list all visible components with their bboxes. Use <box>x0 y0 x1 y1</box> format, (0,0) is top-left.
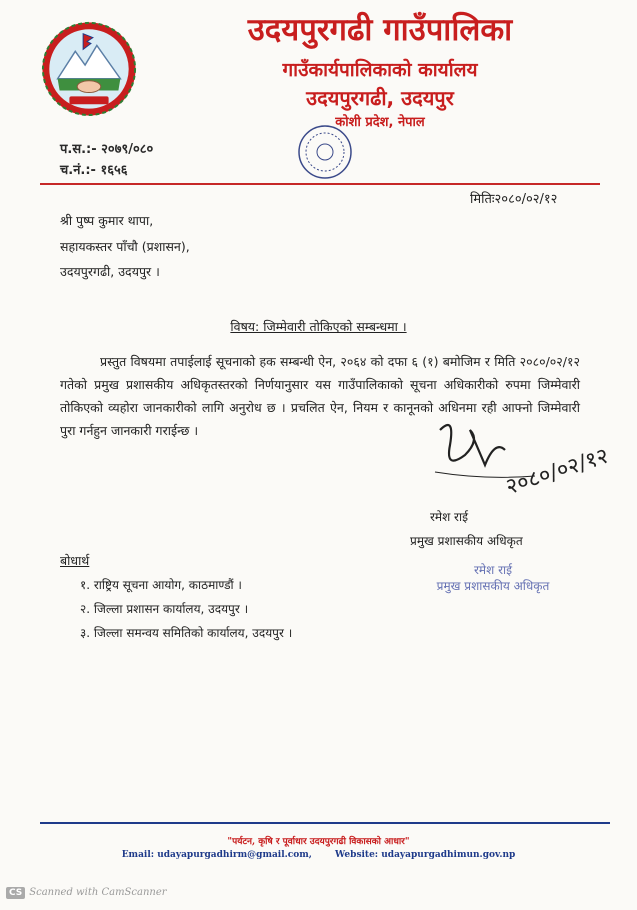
stamp-title: प्रमुख प्रशासकीय अधिकृत <box>436 579 550 593</box>
scanner-watermark <box>6 887 167 899</box>
office-stamp-icon <box>295 122 355 192</box>
nepal-emblem-icon <box>40 18 138 116</box>
signature-date: २०८०/०२/१२ <box>502 443 612 500</box>
footer-contact <box>0 850 637 860</box>
municipality-title: उदयपुरगढी गाउँपालिका <box>247 12 513 48</box>
recipient-position: सहायकस्तर पाँचौ (प्रशासन), <box>60 239 190 254</box>
footer-divider <box>40 822 610 824</box>
dispatch-number: च.नं.:- १६५६ <box>60 163 128 178</box>
cc-item: ३. जिल्ला समन्वय समितिको कार्यालय, उदयपुर । <box>80 626 293 640</box>
letter-date: मितिः२०८०/०२/१२ <box>470 192 558 207</box>
recipient-name: श्री पुष्प कुमार थापा, <box>60 213 154 228</box>
letter-subject: विषय: जिम्मेवारी तोकिएको सम्बन्धमा । <box>230 319 407 334</box>
province-title: कोशी प्रदेश, नेपाल <box>335 115 425 130</box>
office-title: गाउँकार्यपालिकाको कार्यालय <box>282 59 478 81</box>
footer-email: Email: udayapurgadhirm@gmail.com, <box>121 850 312 860</box>
cc-item: १. राष्ट्रिय सूचना आयोग, काठमाण्डौं । <box>80 578 242 592</box>
camscanner-logo-icon: CS <box>6 887 25 899</box>
watermark-text: Scanned with CamScanner <box>29 887 167 898</box>
signer-title: प्रमुख प्रशासकीय अधिकृत <box>410 534 523 548</box>
header-divider <box>40 183 600 185</box>
signer-name: रमेश राई <box>430 510 468 524</box>
recipient-address: उदयपुरगढी, उदयपुर । <box>60 264 160 279</box>
cc-heading: बोधार्थ <box>60 553 90 568</box>
footer-website: Website: udayapurgadhimun.gov.np <box>335 850 516 860</box>
handwritten-signature <box>425 410 615 500</box>
cc-item: २. जिल्ला प्रशासन कार्यालय, उदयपुर । <box>80 602 249 616</box>
letter-body: प्रस्तुत विषयमा तपाईलाई सूचनाको हक सम्बन्धी ऐन, २०६४ को दफा ६ (१) बमोजिम र मिति २०८०/०२/१२ गतेको प्रमुख प्रशासकीय अधिकृतस्तरको निर्णयानुसार यस गाउँपालिकाको सूचना अधिकारीको रुपमा जिम्मेवारी तोकिएको व्यहोरा जानकारीको लागि अनुरोध छ । प्रचलित ऐन, नियम र कानूनको अधिनमा रही आफ्नो जिम्मेवारी पुरा गर्नहुन जानकारी गराईन्छ । <box>60 354 580 438</box>
signer-stamp <box>418 562 568 594</box>
footer-motto: "पर्यटन, कृषि र पूर्वाधार उदयपुरगढी विकासको आधार" <box>227 837 410 847</box>
stamp-name: रमेश राई <box>474 563 512 577</box>
location-title: उदयपुरगढी, उदयपुर <box>306 86 454 110</box>
fiscal-year: प.स.:- २०७९/०८० <box>60 142 154 157</box>
